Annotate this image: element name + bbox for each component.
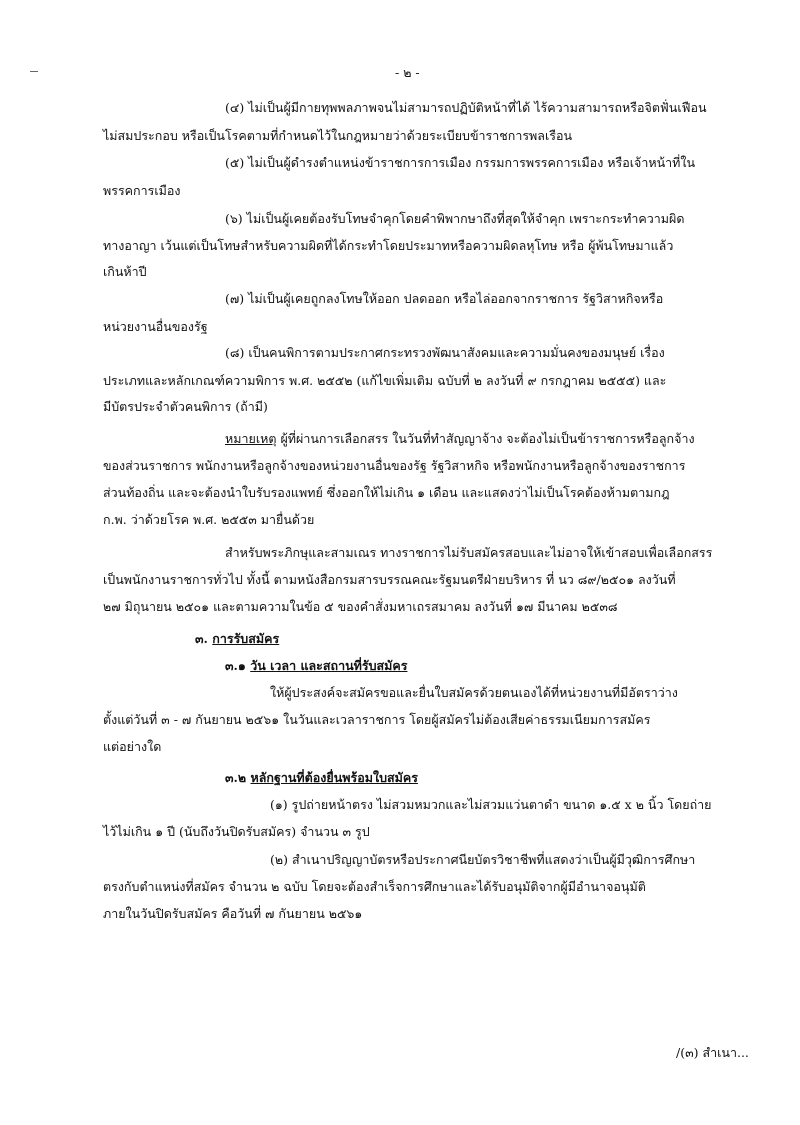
qualification-5-line-1: (๕) ไม่เป็นผู้ดำรงตำแหน่งข้าราชการการเมือง กรรมการพรรคการเมือง หรือเจ้าหน้าที่ใน [225, 155, 696, 170]
qualification-4-line-1: (๔) ไม่เป็นผู้มีกายทุพพลภาพจนไม่สามารถปฏิบัติหน้าที่ได้ ไร้ความสามารถหรือจิตฟั่นเฟือน [225, 100, 707, 115]
page-number: - ๒ - [395, 65, 420, 80]
qualification-6-line-1: (๖) ไม่เป็นผู้เคยต้องรับโทษจำคุกโดยคำพิพากษาถึงที่สุดให้จำคุก เพราะกระทำความผิด [225, 211, 685, 226]
section-3-number: ๓. [195, 631, 208, 646]
qualification-6-line-2: ทางอาญา เว้นแต่เป็นโทษสำหรับความผิดที่ได้กระทำโดยประมาทหรือความผิดลหุโทษ หรือ ผู้พ้นโทษมาแล้ว [103, 238, 674, 253]
section-3-2-heading [225, 772, 418, 785]
remark-line-2: ของส่วนราชการ พนักงานหรือลูกจ้างของหน่วยงานอื่นของรัฐ รัฐวิสาหกิจ หรือพนักงานหรือลูกจ้างของราชการ [103, 458, 686, 473]
remark-line-1 [225, 433, 695, 446]
section-3-1-number: ๓.๑ [225, 658, 246, 673]
monks-line-2: เป็นพนักงานราชการทั่วไป ทั้งนี้ ตามหนังสือกรมสารบรรณคณะรัฐมนตรีฝ่ายบริหาร ที่ นว ๘๙/๒๕๐๑ ลงวันที่ [103, 572, 676, 587]
section-3-2-title: หลักฐานที่ต้องยื่นพร้อมใบสมัคร [250, 770, 418, 785]
remark-label: หมายเหตุ [225, 431, 277, 446]
qualification-7-line-2: หน่วยงานอื่นของรัฐ [103, 319, 208, 334]
monks-line-1: สำหรับพระภิกษุและสามเณร ทางราชการไม่รับสมัครสอบและไม่อาจให้เข้าสอบเพื่อเลือกสรร [225, 545, 713, 560]
section-3-title: การรับสมัคร [212, 631, 280, 646]
continuation-marker: /(๓) สำเนา... [676, 1045, 749, 1060]
section-3-1-line-2: ตั้งแต่วันที่ ๓ - ๗ กันยายน ๒๕๖๑ ในวันและเวลาราชการ โดยผู้สมัครไม่ต้องเสียค่าธรรมเนียมการสมัคร [103, 712, 651, 727]
section-3-2-item-1-line-1: (๑) รูปถ่ายหน้าตรง ไม่สวมหมวกและไม่สวมแว่นตาดำ ขนาด ๑.๕ x ๒ นิ้ว โดยถ่าย [270, 797, 712, 812]
section-3-2-item-1-line-2: ไว้ไม่เกิน ๑ ปี (นับถึงวันปิดรับสมัคร) จำนวน ๓ รูป [103, 824, 370, 839]
section-3-1-title: วัน เวลา และสถานที่รับสมัคร [250, 658, 408, 673]
monks-line-3: ๒๗ มิถุนายน ๒๕๐๑ และตามความในข้อ ๕ ของคำสั่งมหาเถรสมาคม ลงวันที่ ๑๗ มีนาคม ๒๕๓๘ [103, 599, 618, 614]
section-3-1-line-3: แต่อย่างใด [103, 739, 162, 754]
section-3-2-item-2-line-1: (๒) สำเนาปริญญาบัตรหรือประกาศนียบัตรวิชาชีพที่แสดงว่าเป็นผู้มีวุฒิการศึกษา [270, 852, 696, 867]
remark-line-4: ก.พ. ว่าด้วยโรค พ.ศ. ๒๕๕๓ มายื่นด้วย [103, 512, 315, 527]
section-3-1-heading [225, 660, 407, 673]
section-3-1-line-1: ให้ผู้ประสงค์จะสมัครขอและยื่นใบสมัครด้วยตนเองได้ที่หน่วยงานที่มีอัตราว่าง [270, 685, 678, 700]
qualification-8-line-3: มีบัตรประจำตัวคนพิการ (ถ้ามี) [103, 399, 268, 414]
qualification-6-line-3: เกินห้าปี [103, 264, 147, 279]
section-3-2-item-2-line-2: ตรงกับตำแหน่งที่สมัคร จำนวน ๒ ฉบับ โดยจะต้องสำเร็จการศึกษาและได้รับอนุมัติจากผู้มีอำนาจอนุมัติ [103, 879, 646, 894]
remark-line-3: ส่วนท้องถิ่น และจะต้องนำใบรับรองแพทย์ ซึ่งออกให้ไม่เกิน ๑ เดือน และแสดงว่าไม่เป็นโรคต้องห้ามตามกฎ [103, 485, 670, 500]
margin-mark [30, 71, 38, 72]
qualification-8-line-1: (๘) เป็นคนพิการตามประกาศกระทรวงพัฒนาสังคมและความมั่นคงของมนุษย์ เรื่อง [225, 345, 665, 360]
qualification-4-line-2: ไม่สมประกอบ หรือเป็นโรคตามที่กำหนดไว้ในกฎหมายว่าด้วยระเบียบข้าราชการพลเรือน [103, 128, 573, 143]
qualification-5-line-2: พรรคการเมือง [103, 183, 181, 198]
remark-text: ผู้ที่ผ่านการเลือกสรร ในวันที่ทำสัญญาจ้าง จะต้องไม่เป็นข้าราชการหรือลูกจ้าง [280, 431, 695, 446]
section-3-heading [195, 633, 279, 646]
qualification-7-line-1: (๗) ไม่เป็นผู้เคยถูกลงโทษให้ออก ปลดออก หรือไล่ออกจากราชการ รัฐวิสาหกิจหรือ [225, 291, 664, 306]
qualification-8-line-2: ประเภทและหลักเกณฑ์ความพิการ พ.ศ. ๒๕๕๒ (แก้ไขเพิ่มเติม ฉบับที่ ๒ ลงวันที่ ๙ กรกฎาคม ๒๕๕๕) และ [103, 373, 667, 388]
section-3-2-number: ๓.๒ [225, 770, 247, 785]
section-3-2-item-2-line-3: ภายในวันปิดรับสมัคร คือวันที่ ๗ กันยายน ๒๕๖๑ [103, 906, 363, 921]
